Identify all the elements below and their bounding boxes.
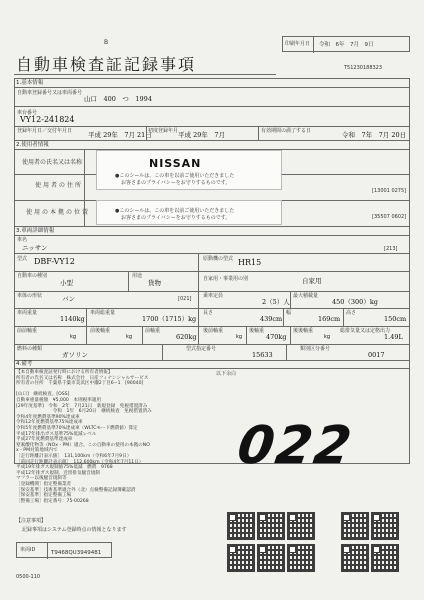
qr-code-1 [228, 513, 254, 539]
base-code: [35507 0602] [372, 214, 407, 220]
user-base-label: 使用の本拠の位置 [26, 209, 91, 216]
private-label: 自家用・事業用の別 [203, 276, 249, 282]
fr-axle-label: 前後軸重 [90, 328, 111, 334]
form-code: 0500-110 [16, 574, 41, 580]
qr-code-4 [342, 513, 368, 539]
engine-value: HR15 [238, 258, 262, 267]
remarks-line: 平成19年排ガス規制値75%低減 燃費 9768 [16, 465, 113, 471]
user-section-title: 2.使用者情報 [16, 142, 49, 148]
max-load-label: 最大積載量 [293, 293, 319, 299]
body-label: 車体の形状 [17, 293, 43, 299]
print-date: 令和 6年 7月 9日 [319, 42, 374, 48]
notice-text: 記録事項はシステム登録時点の情報となります [22, 527, 127, 533]
weight-label: 車両重量 [17, 310, 38, 316]
vehicle-section-title: 3.車両詳細情報 [16, 228, 55, 234]
chassis-label: 車台番号 [17, 110, 38, 116]
qr-code-9 [342, 545, 368, 571]
gross-label: 車両総重量 [90, 310, 116, 316]
first-reg-value: 平成 29年 7月 21日 [88, 131, 152, 139]
remarks-line: 所有者の氏名又は名称 株式会社 日産フィナンシャルサービス [16, 375, 149, 381]
rr-axle-value: kg [324, 334, 331, 340]
maker-label: 車名 [17, 237, 28, 243]
remarks-line: 所有者の住所 千葉県千葉市美浜区中瀬2丁目6−1 [90040] [16, 381, 144, 387]
privacy-notice-2b: お客さまのプライバシーをお守りするものです。 [121, 215, 231, 221]
page-title: 自動車検査証記録事項 [16, 55, 197, 74]
remarks-line: ［走行距離計表示値］ 131,100km（令和6年7月9日） [16, 454, 132, 459]
remarks-line: 令和5年度燃費基準70%達成車（WLTCモード燃費値）算定 [16, 426, 138, 431]
remarks-line: 令和12年度燃費基準75%達成車 [16, 420, 83, 426]
kind-value: 小型 [60, 279, 73, 287]
fuel-label: 燃料の種類 [17, 346, 43, 352]
remarks-line: マフラー以後騒音規制等 [16, 476, 67, 482]
vin-label: 車両ID [20, 547, 36, 553]
remarks-line: 平成12年排ガス規制、近傍排気騒音規制 [16, 470, 100, 476]
notice-label: 【注意事項】 [16, 518, 47, 524]
remarks-section-title: 4.備考 [16, 361, 33, 367]
remarks-line: ［保安基準］技術基準適合外（北）点検整備記録簿確認済 [16, 487, 136, 493]
first-inspect-value: 平成 29年 7月 [178, 131, 225, 139]
displacement-label: 総排気量又は定格出力 [340, 328, 391, 334]
rr-axle-label: 後後軸重 [293, 328, 314, 334]
chassis-value: VY12-241824 [20, 115, 75, 124]
expiry-value: 令和 7年 7月 20日 [342, 131, 407, 139]
user-address-label: 使用者の住所 [35, 182, 84, 189]
remarks-line: ［前回走行距離計表示値］ 112,600km（令和4年7月11日） [16, 459, 144, 465]
basic-section-title: 1.基本情報 [16, 80, 44, 86]
engine-label: 原動機の型式 [203, 256, 234, 262]
category-value: 0017 [368, 351, 385, 359]
use-value: 貨物 [148, 279, 161, 287]
qr-code-5 [372, 513, 398, 539]
maker-value: ニッサン [22, 244, 48, 252]
maker-code: [213] [384, 246, 398, 252]
fr-axle-value: kg [126, 334, 133, 340]
remarks-line: 自動車重量税額 ¥5,000 本則税率適用 [16, 398, 101, 403]
vehicle-id-box [16, 542, 112, 558]
weight-value: 1140kg [60, 315, 85, 323]
qr-code-7 [258, 545, 284, 571]
displacement-value: 1.49L [384, 333, 403, 341]
first-inspect-label: 初度登録年月 [148, 128, 179, 134]
qr-code-3 [288, 513, 314, 539]
ff-axle-label: 前前軸重 [17, 328, 38, 334]
type-no-label: 型式指定番号 [186, 346, 217, 352]
type-no-value: 15633 [252, 351, 273, 359]
first-reg-label: 登録年月日／交付年月日 [17, 128, 73, 134]
remarks-line: 令和 1年 6月20日 継続検査 免税措置済み [16, 409, 152, 415]
length-label: 長さ [203, 310, 214, 316]
front-axle-value: 620kg [176, 333, 197, 341]
vin-value: T9468QU3949481 [51, 550, 102, 556]
reg-label: 自動車登録番号又は車両番号 [17, 90, 83, 96]
model-label: 型式 [17, 256, 28, 262]
qr-code-10 [372, 545, 398, 571]
rear-axle-label: 後軸重 [249, 328, 265, 334]
doc-number: T51230188323 [344, 65, 383, 71]
remarks-line: 窒素酸化物等（NOx・PM）適合。この自動車の使用の本拠のNO [16, 442, 150, 448]
kind-label: 自動車の種別 [17, 273, 48, 279]
rf-axle-label: 後前軸重 [203, 328, 224, 334]
qr-code-6 [228, 545, 254, 571]
privacy-sticker-1 [96, 150, 282, 190]
remarks-line: [山口] 継続検査。[OSS] [16, 392, 70, 398]
remarks-line: 令和4年度燃費基準90%達成車 [16, 414, 80, 420]
handwritten-number: 022 [233, 416, 357, 476]
remarks-line: 【本自動車検査証発行時における所有者情報】 [16, 370, 113, 375]
rf-axle-value: kg [236, 334, 243, 340]
privacy-notice-2a: ●このシールは、この車を以前ご使用いただきました [115, 208, 235, 214]
rear-axle-value: 470kg [266, 333, 287, 341]
print-date-label: 印刷年月日 [285, 41, 311, 47]
private-value: 自家用 [302, 277, 322, 285]
remarks-line: ［整備工場］指定番号：75-00268 [16, 498, 89, 504]
width-value: 169cm [318, 315, 341, 323]
privacy-notice-1a: ●このシールは、この車を以前ご使用いただきました [115, 173, 235, 179]
remarks-line: [29年度基準] 令和 2年 7月21日 新規登録 免税措置済み [16, 403, 148, 409]
capacity-value: 2（5）人 [262, 298, 290, 306]
print-date-box [282, 36, 410, 52]
form-mark: B [104, 39, 109, 46]
max-load-value: 450（300）kg [332, 298, 378, 306]
ff-axle-value: kg [70, 334, 77, 340]
remarks-blank-label: 以下余白 [216, 371, 237, 377]
remarks-line: 平成27年度燃費基準達成車 [16, 437, 73, 443]
qr-code-2 [258, 513, 284, 539]
nissan-logo: NISSAN [149, 157, 202, 170]
capacity-label: 乗車定員 [203, 293, 224, 299]
remarks-line: ［保安基準］指定整備工場 [16, 493, 72, 499]
width-label: 幅 [286, 310, 292, 316]
category-label: 類別区分番号 [300, 346, 331, 352]
height-value: 150cm [384, 315, 407, 323]
front-axle-label: 前軸重 [145, 328, 161, 334]
body-code: [021] [178, 296, 192, 302]
gross-value: 1700（1715）kg [142, 315, 197, 323]
use-label: 用途 [132, 273, 143, 279]
remarks-line: x・PM対策地域内で [16, 448, 58, 454]
qr-code-8 [288, 545, 314, 571]
length-value: 439cm [260, 315, 283, 323]
privacy-notice-1b: お客さまのプライバシーをお守りするものです。 [121, 180, 231, 186]
remarks-line: ［登録機関］指定整備業者 [16, 482, 72, 487]
privacy-sticker-2 [96, 200, 282, 225]
body-value: バン [62, 295, 75, 303]
reg-value: 山口 400 つ 1994 [84, 95, 152, 103]
address-code: [13001 0275] [372, 188, 407, 194]
expiry-label: 有効期間の満了する日 [261, 128, 312, 134]
user-name-label: 使用者の氏名又は名称 [22, 159, 83, 166]
remarks-line: 平成17年排出ガス基準75%低減レベル [16, 431, 97, 437]
fuel-value: ガソリン [62, 351, 88, 359]
height-label: 高さ [346, 310, 357, 316]
model-value: DBF-VY12 [34, 257, 75, 266]
